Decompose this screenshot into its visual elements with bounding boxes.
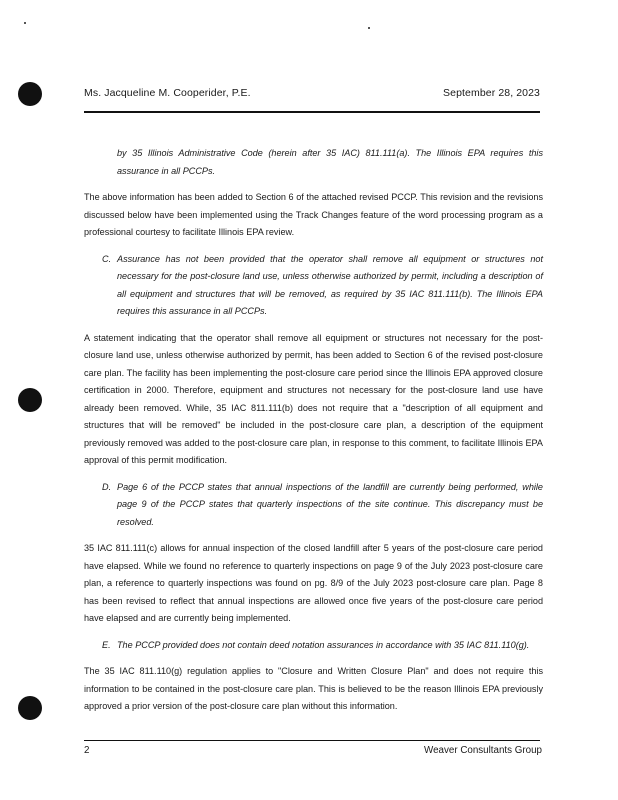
comment-item-e [84, 637, 543, 655]
response-paragraph-3: 35 IAC 811.111(c) allows for annual inspection of the closed landfill after 5 years of the post-closure care period have elapsed. While we found no reference to quarterly inspections on page 9 of the July 2023 post-closure care plan, a reference to quarterly inspections was found on pg. 8/9 of the July 2023 post-closure care plan. Page 8 has been revised to reflect that annual inspections are allowed once five years of the post-closure care period have elapsed and are currently being implemented. [84, 543, 543, 623]
company-name: Weaver Consultants Group [424, 745, 542, 756]
response-paragraph-2: A statement indicating that the operator shall remove all equipment or structures not necessary for the post-closure land use, unless otherwise authorized by permit, has been added to Section 6 of the revised post-closure care plan. The facility has been implementing the post-closure care period since the Illinois EPA approved closure certification in 2000. Therefore, equipment and structures not necessary for the post-closure land use have already been removed. While, 35 IAC 811.111(b) does not require that a "description of all equipment and structures that will be removed" be included in the post-closure care plan, a description of the equipment previously removed was added to the post-closure care plan, in response to this comment, to facilitate Illinois EPA approval of this permit modification. [84, 332, 543, 465]
punch-hole-top [18, 82, 42, 106]
comment-item-d [84, 479, 543, 532]
item-label-e: E. [102, 639, 111, 650]
scan-speck [24, 22, 26, 24]
page-number: 2 [84, 745, 90, 756]
comment-item-c [84, 251, 543, 321]
recipient-name: Ms. Jacqueline M. Cooperider, P.E. [84, 87, 251, 99]
scan-speck [368, 27, 370, 29]
response-paragraph-1: The above information has been added to Section 6 of the attached revised PCCP. This revision and the revisions discussed below have been implemented using the Track Changes feature of the word processing program as a professional courtesy to facilitate Illinois EPA review. [84, 192, 543, 237]
item-text-e: The PCCP provided does not contain deed notation assurances in accordance with 35 IAC 811.110(g). [117, 639, 530, 650]
item-text-c: Assurance has not been provided that the operator shall remove all equipment or structures not necessary for the post-closure land use, unless otherwise authorized by permit, including a description of all equipment and structures that will be removed, as required by 35 IAC 811.111(b). The Illinois EPA requires this assurance in all PCCPs. [117, 253, 543, 316]
item-label-c: C. [102, 253, 112, 264]
letter-body [84, 145, 543, 725]
response-paragraph-4: The 35 IAC 811.110(g) regulation applies to "Closure and Written Closure Plan" and does not require this information to be contained in the post-closure care plan. This is believed to be the reason Illinois EPA previously approved a prior version of the post-closure care plan without this information. [84, 666, 543, 711]
punch-hole-bottom [18, 696, 42, 720]
continued-item-text: by 35 Illinois Administrative Code (herein after 35 IAC) 811.111(a). The Illinois EPA requires this assurance in all PCCPs. [117, 148, 543, 176]
footer-rule [84, 740, 540, 741]
item-text-d: Page 6 of the PCCP states that annual inspections of the landfill are currently being performed, while page 9 of the PCCP states that quarterly inspections of the site continue. This discrepancy must be resolved. [117, 481, 543, 527]
header-rule [84, 111, 540, 113]
punch-hole-middle [18, 388, 42, 412]
item-label-d: D. [102, 481, 112, 492]
letter-date: September 28, 2023 [443, 87, 540, 99]
